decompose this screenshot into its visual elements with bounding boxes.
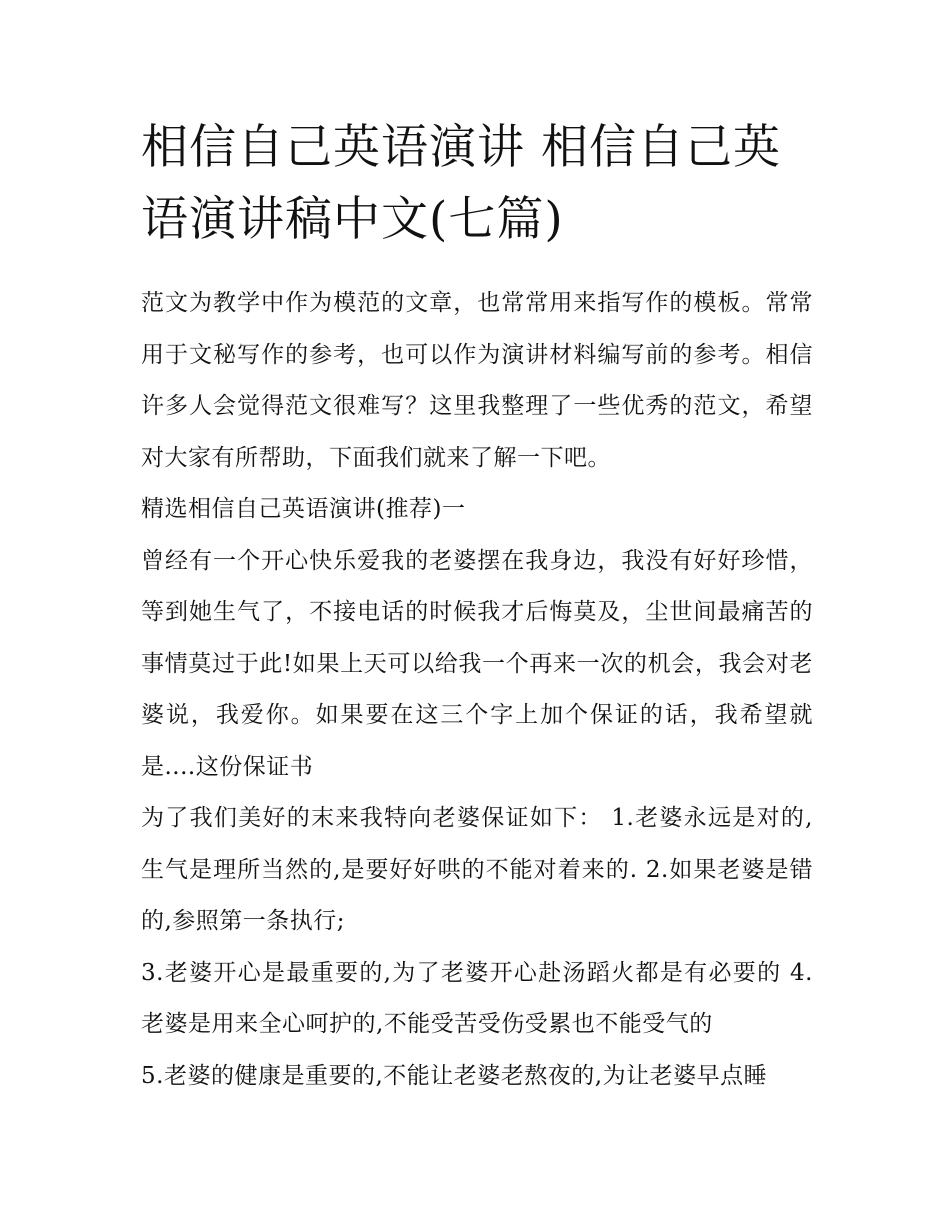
body-paragraph: 3.老婆开心是最重要的,为了老婆开心赴汤蹈火都是有必要的 4.老婆是用来全心呵护的,不能受苦受伤受累也不能受气的 (141, 959, 813, 1037)
intro-paragraph: 范文为教学中作为模范的文章，也常常用来指写作的模板。常常用于文秘写作的参考，也可以作为演讲材料编写前的参考。相信许多人会觉得范文很难写？这里我整理了一些优秀的范文，希望对大家有所帮助，下面我们就来了解一下吧。 (141, 290, 813, 471)
document-title: 相信自己英语演讲 相信自己英语演讲稿中文(七篇) (141, 120, 781, 247)
document-page (141, 112, 813, 1102)
section-heading: 精选相信自己英语演讲(推荐)一 (141, 496, 466, 522)
body-paragraph: 为了我们美好的末来我特向老婆保证如下： 1.老婆永远是对的,生气是理所当然的,是要好好哄的不能对着来的. 2.如果老婆是错的,参照第一条执行; (141, 805, 813, 934)
body-paragraph: 5.老婆的健康是重要的,不能让老婆老熬夜的,为让老婆早点睡 (141, 1062, 768, 1089)
body-paragraph: 曾经有一个开心快乐爱我的老婆摆在我身边，我没有好好珍惜，等到她生气了，不接电话的时候我才后悔莫及，尘世间最痛苦的事情莫过于此!如果上天可以给我一个再来一次的机会，我会对老婆说，我爱你。如果要在这三个字上加个保证的话，我希望就是....这份保证书 (141, 547, 813, 780)
